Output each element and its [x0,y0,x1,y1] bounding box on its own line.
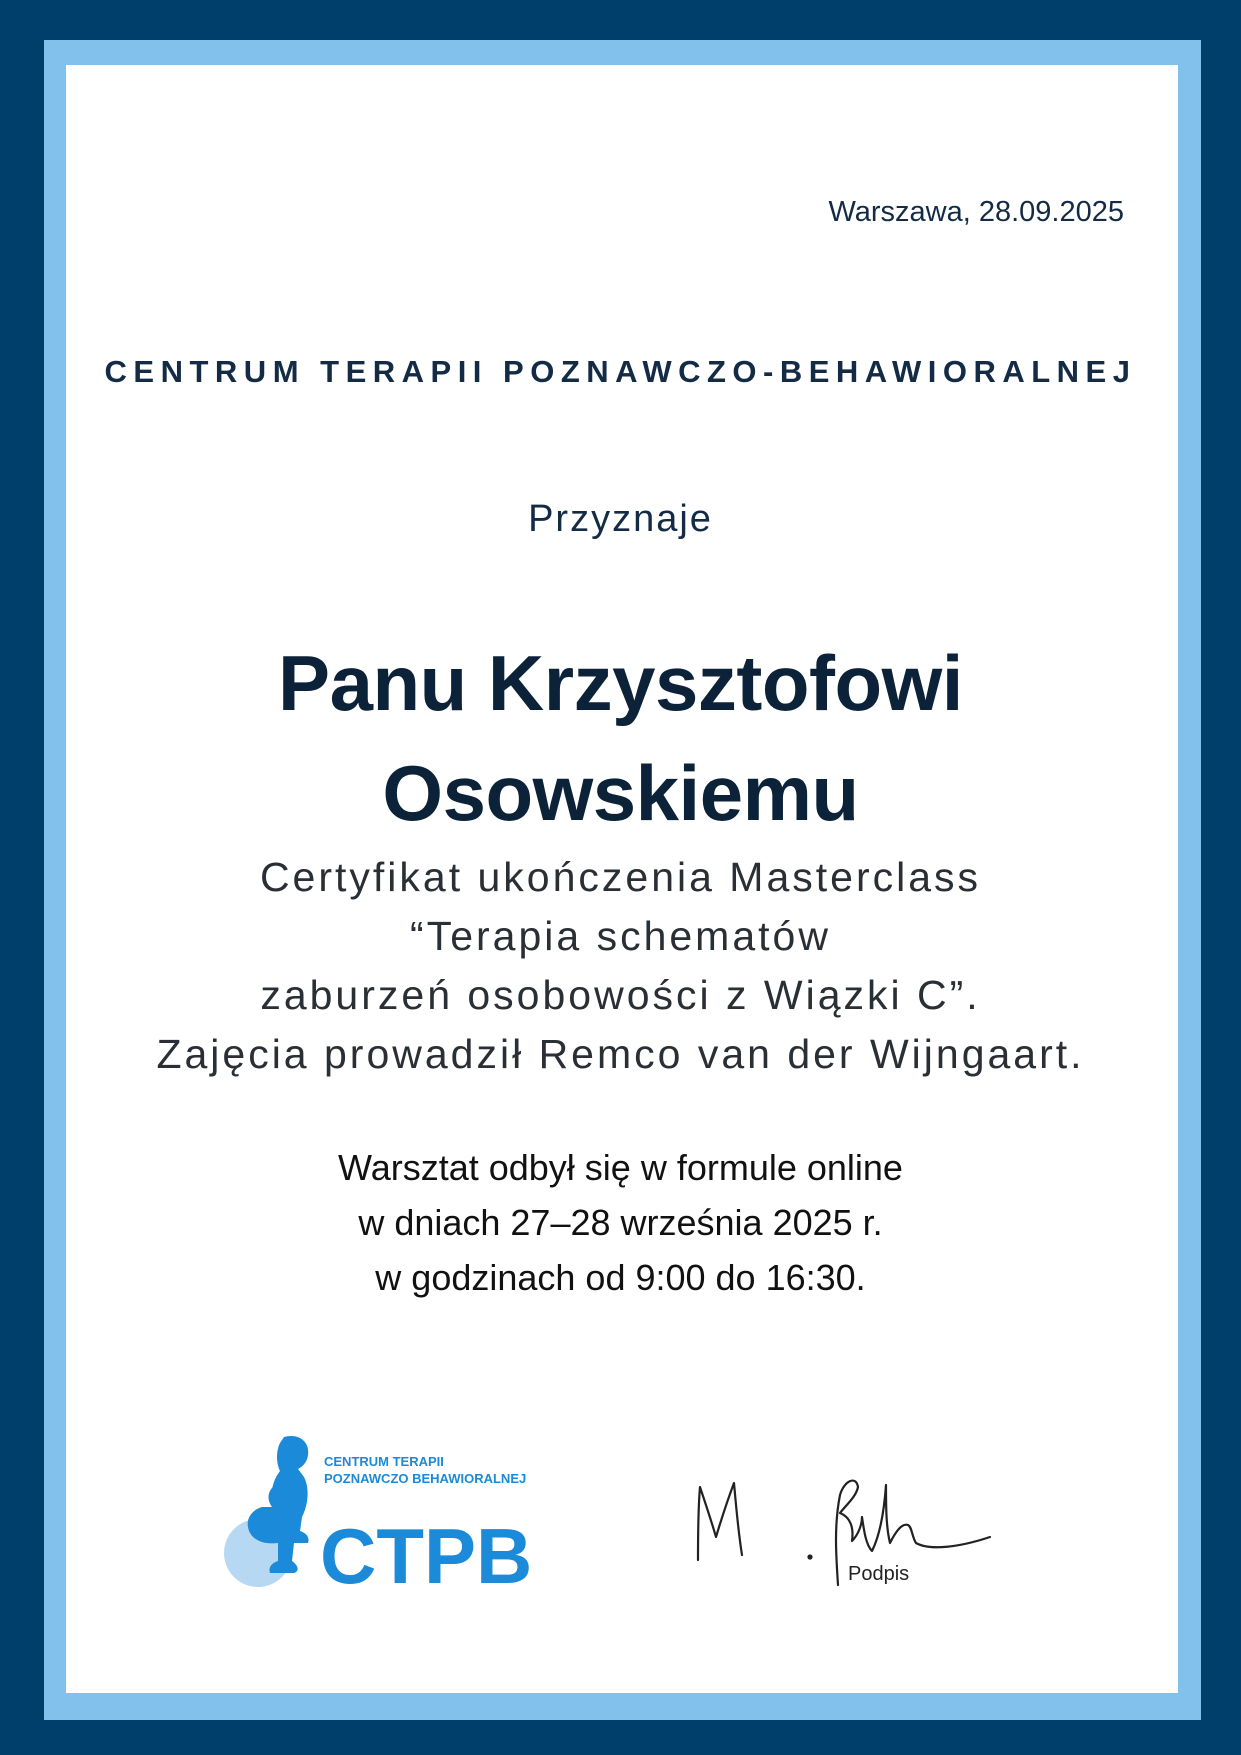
workshop-line3: w godzinach od 9:00 do 16:30. [375,1257,866,1298]
workshop-details [0,1140,1241,1305]
workshop-line2: w dniach 27–28 września 2025 r. [358,1202,883,1243]
logo-line2: POZNAWCZO BEHAWIORALNEJ [324,1471,527,1486]
recipient-name-line2: Osowskiemu [382,749,859,837]
ctpb-logo [214,1433,554,1588]
signature-label: Podpis [848,1563,910,1585]
workshop-line1: Warsztat odbył się w formule online [338,1147,903,1188]
logo-line1: CENTRUM TERAPII [324,1454,444,1469]
recipient-name [0,628,1241,848]
organization-name: CENTRUM TERAPII POZNAWCZO-BEHAWIORALNEJ [104,354,1137,389]
certificate-description [0,848,1241,1084]
grants-label: Przyznaje [528,498,713,540]
certificate-line2: “Terapia schematów [410,913,831,959]
thinker-figure-icon [224,1436,309,1587]
certificate-line4: Zajęcia prowadził Remco van der Wijngaart. [156,1031,1085,1077]
recipient-name-line1: Panu Krzysztofowi [278,639,963,727]
place-date: Warszawa, 28.09.2025 [828,196,1124,228]
logo-acronym: CTPB [320,1512,533,1588]
certificate-line1: Certyfikat ukończenia Masterclass [259,854,982,900]
certificate-line3: zaburzeń osobowości z Wiązki C”. [260,972,981,1018]
